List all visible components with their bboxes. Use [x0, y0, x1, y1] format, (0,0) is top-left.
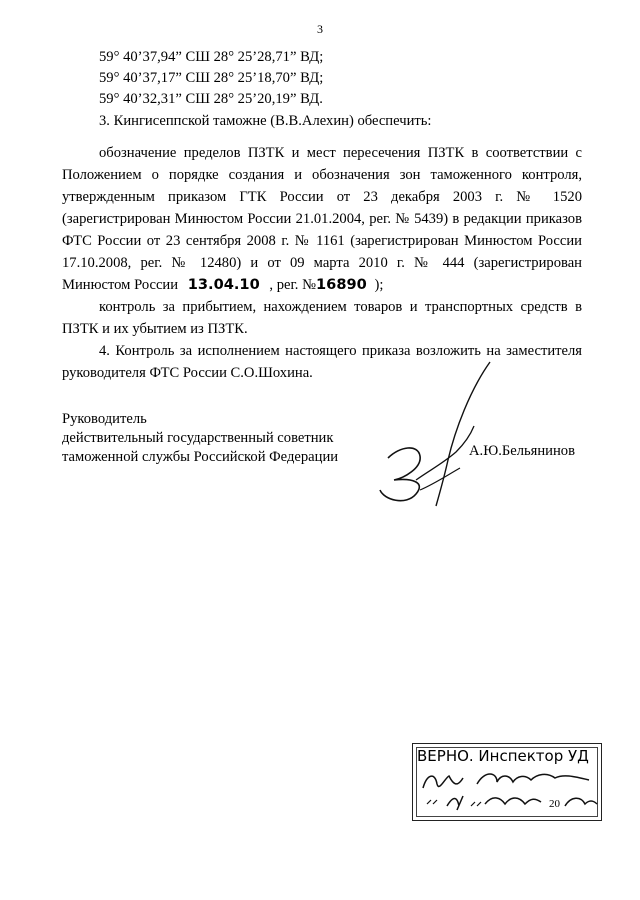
signature-block-line-2: действительный государственный советник: [62, 430, 334, 446]
item3-para1-line-5: ФТС России от 23 сентября 2008 г. № 1161 (зарегистрирован Минюстом России: [62, 233, 582, 249]
item3-para2-line-2: ПЗТК и их убытием из ПЗТК.: [62, 321, 248, 337]
text-suffix: );: [374, 277, 384, 293]
signature-block-line-1: Руководитель: [62, 411, 147, 427]
item3-para1-line-1: обозначение пределов ПЗТК и мест пересечения ПЗТК в соответствии с: [99, 145, 582, 161]
item3-para1-line-4: (зарегистрирован Минюстом России 21.01.2004, рег. № 5439) в редакции приказов: [62, 211, 582, 227]
item3-para1-line-2: Положением о порядке создания и обозначения зон таможенного контроля,: [62, 167, 582, 183]
certification-stamp: [412, 743, 602, 821]
page-number: 3: [317, 22, 323, 36]
stamp-title: ВЕРНО. Инспектор УД: [417, 747, 589, 765]
handwritten-signature: [360, 360, 520, 510]
item3-para1-line-3: утвержденным приказом ГТК России от 23 декабря 2003 г. № 1520: [62, 189, 582, 205]
signature-block-line-3: таможенной службы Российской Федерации: [62, 449, 339, 465]
coordinate-line-1: 59° 40’37,94” СШ 28° 25’28,71” ВД;: [99, 49, 324, 65]
text-prefix: Минюстом России: [62, 277, 179, 293]
item3-para2-line-1: контроль за прибытием, нахождением товаров и транспортных средств в: [99, 299, 582, 315]
stamp-handwriting: [413, 744, 601, 820]
handwritten-reg-number: 16890: [316, 276, 367, 293]
coordinate-line-2: 59° 40’37,17” СШ 28° 25’18,70” ВД;: [99, 70, 324, 86]
item3-para1-line-6: 17.10.2008, рег. № 12480) и от 09 марта 2010 г. № 444 (зарегистрирован: [62, 255, 582, 271]
stamp-year-prefix: 20: [549, 798, 560, 810]
item4-line-1: 4. Контроль за исполнением настоящего приказа возложить на заместителя: [99, 343, 582, 359]
item4-line-2: руководителя ФТС России С.О.Шохина.: [62, 365, 313, 381]
text-reg-label: , рег. №: [269, 277, 317, 293]
item3-para1-line-7: [62, 274, 582, 296]
coordinate-line-3: 59° 40’32,31” СШ 28° 25’20,19” ВД.: [99, 91, 323, 107]
item3-heading: 3. Кингисеппской таможне (В.В.Алехин) обеспечить:: [99, 113, 432, 129]
handwritten-date: 13.04.10: [187, 276, 260, 293]
signer-name: А.Ю.Бельянинов: [469, 443, 575, 459]
